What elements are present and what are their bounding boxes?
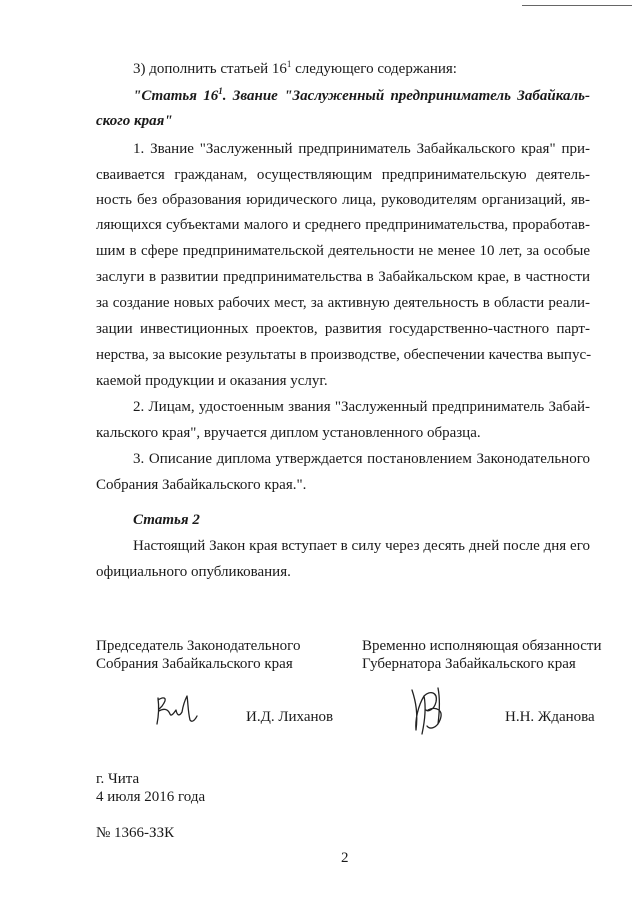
para1-line-8: зации инвестиционных проектов, развития государственно-частного парт- — [96, 321, 590, 337]
para1-line-1: 1. Звание "Заслуженный предприниматель Забайкальского края" при- — [133, 141, 590, 157]
left-signature-icon — [150, 690, 202, 732]
left-signatory-title-1: Председатель Законодательного — [96, 638, 301, 654]
para3-line-2: Собрания Забайкальского края.". — [96, 477, 307, 493]
right-signatory-title-1: Временно исполняющая обязанности — [362, 638, 602, 654]
para1-line-10: каемой продукции и оказания услуг. — [96, 373, 328, 389]
page-number: 2 — [341, 850, 349, 866]
article-heading-rest: . Звание "Заслуженный предприниматель Забайкаль- — [222, 88, 590, 104]
para2-line-2: кальского края", вручается диплом установленного образца. — [96, 425, 481, 441]
para1-line-5: шим в сфере предпринимательской деятельности не менее 10 лет, за особые — [96, 243, 590, 259]
article-2-heading: Статья 2 — [133, 512, 200, 528]
para1-line-4: ляющихся субъектами малого и среднего предпринимательства, проработав- — [96, 217, 590, 233]
item-3-suffix: следующего содержания: — [291, 61, 457, 77]
right-signatory-title-2: Губернатора Забайкальского края — [362, 656, 576, 672]
date: 4 июля 2016 года — [96, 789, 206, 805]
right-signatory-name: Н.Н. Жданова — [505, 709, 595, 725]
para3-line-1: 3. Описание диплома утверждается постановлением Законодательного — [133, 451, 590, 467]
place: г. Чита — [96, 771, 140, 787]
para1-line-7: за создание новых рабочих мест, за активную деятельность в области реали- — [96, 295, 590, 311]
para1-line-2: сваивается гражданам, осуществляющим предпринимательскую деятель- — [96, 167, 590, 183]
right-signature-icon — [400, 680, 460, 740]
para1-line-9: нерства, за высокие результаты в производстве, обеспечении качества выпус- — [96, 347, 592, 363]
para1-line-3: ность без образования юридического лица, руководителям организаций, яв- — [96, 192, 590, 208]
left-signatory-title-2: Собрания Забайкальского края — [96, 656, 293, 672]
article-heading-superscript: 1 — [218, 86, 223, 96]
item-3-prefix: 3) дополнить статьей 16 — [133, 61, 287, 77]
left-signatory-name: И.Д. Лиханов — [246, 709, 334, 725]
para2-line-1: 2. Лицам, удостоенным звания "Заслуженный предприниматель Забай- — [133, 399, 590, 415]
header-rule — [522, 5, 632, 6]
item-3-line — [133, 61, 457, 78]
article-2-line-1: Настоящий Закон края вступает в силу через десять дней после дня его — [133, 538, 590, 554]
article-16-1-heading-line-2: ского края" — [96, 113, 173, 129]
article-16-1-heading-line-1 — [133, 88, 590, 105]
item-3-superscript: 1 — [286, 59, 292, 69]
para1-line-6: заслуги в развитии предпринимательства в Забайкальском крае, в частности — [96, 269, 590, 285]
document-number: № 1366-ЗЗК — [96, 825, 175, 841]
article-2-line-2: официального опубликования. — [96, 564, 291, 580]
article-heading-pre: "Статья 16 — [133, 88, 219, 104]
